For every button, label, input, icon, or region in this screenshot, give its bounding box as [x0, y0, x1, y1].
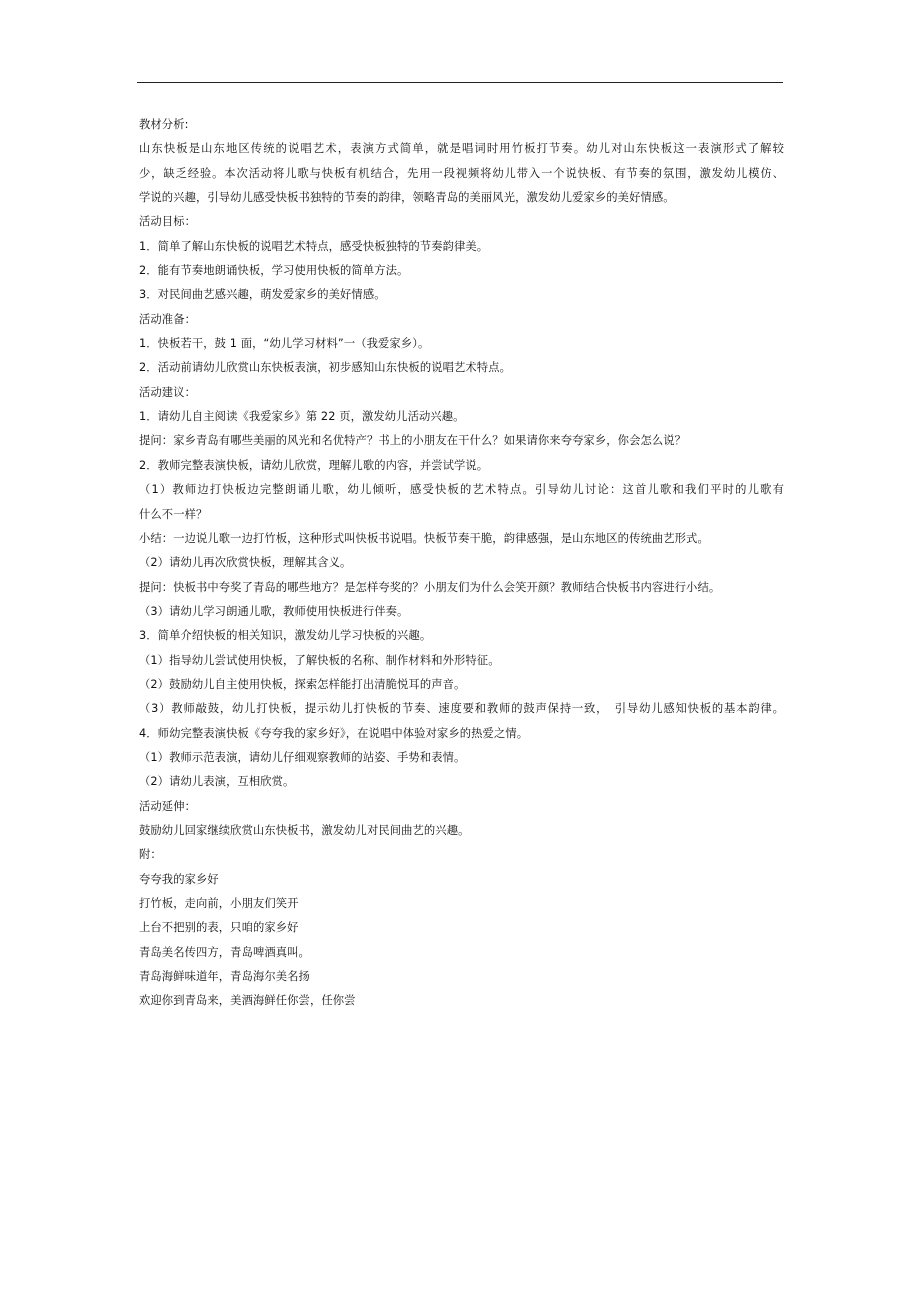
text-line: 活动延伸：	[139, 799, 196, 813]
text-line: 上台不把别的表，只咱的家乡好	[139, 921, 299, 935]
text-line: （2）请幼儿再次欣赏快板，理解其含义。	[139, 556, 352, 570]
document-body	[139, 113, 784, 1014]
text-line: 什么不一样？	[139, 507, 208, 521]
text-line: 4．师幼完整表演快板《夸夸我的家乡好》，在说唱中体验对家乡的热爱之情。	[139, 726, 529, 740]
text-line: 附：	[139, 848, 162, 862]
text-line: 鼓励幼儿回家继续欣赏山东快板书，激发幼儿对民间曲艺的兴趣。	[139, 823, 470, 837]
text-line: 1．简单了解山东快板的说唱艺术特点，感受快板独特的节奏韵律美。	[139, 239, 489, 253]
text-line: （3）请幼儿学习朗通儿歌，教师使用快板进行伴奏。	[139, 604, 409, 618]
text-line: 活动目标：	[139, 215, 196, 229]
text-line: （1）教师边打快板边完整朗诵儿歌，幼儿倾听，感受快板的艺术特点。引导幼儿讨论：这首儿歌和我们平时的儿歌有	[139, 483, 784, 497]
text-line: （1）指导幼儿尝试使用快板，了解快板的名称、制作材料和外形特征。	[139, 653, 500, 667]
text-line: 欢迎你到青岛来，美酒海鲜任你尝，任你尝	[139, 994, 356, 1008]
text-line: 2．教师完整表演快板，请幼儿欣赏，理解儿歌的内容，并尝试学说。	[139, 458, 489, 472]
text-line: 打竹板，走向前，小朋友们笑开	[139, 897, 299, 910]
text-line: 提问：快板书中夸奖了青岛的哪些地方？是怎样夸奖的？小朋友们为什么会笑开颜？教师结合快板书内容进行小结。	[139, 580, 721, 594]
text-line: 少，缺乏经验。本次活动将儿歌与快板有机结合，先用一段视频将幼儿带入一个说快板、有节奏的氛围，激发幼儿模仿、	[139, 166, 784, 180]
text-line: 活动建议：	[139, 385, 196, 399]
text-line: 提问：家乡青岛有哪些美丽的风光和名优特产？书上的小朋友在干什么？如果请你来夸夸家乡，你会怎么说？	[139, 434, 687, 448]
text-line: （3）教师敲鼓，幼儿打快板，提示幼儿打快板的节奏、速度要和教师的鼓声保持一致， 引导幼儿感知快板的基本韵律。	[139, 702, 784, 716]
text-line: （2）请幼儿表演，互相欣赏。	[139, 775, 295, 789]
text-line: 2．能有节奏地朗诵快板，学习使用快板的简单方法。	[139, 264, 409, 278]
header-rule	[137, 82, 783, 83]
text-line: 1．快板若干，鼓 1 面，“幼儿学习材料”一（我爱家乡）。	[139, 337, 430, 351]
text-line: 山东快板是山东地区传统的说唱艺术，表演方式简单，就是唱词时用竹板打节奏。幼儿对山东快板这一表演形式了解较	[139, 142, 784, 156]
text-line: 青岛海鲜味道年，青岛海尔美名扬	[139, 970, 310, 984]
text-line: 青岛美名传四方，青岛啤酒真叫。	[139, 945, 310, 959]
text-line: 3．对民间曲艺感兴趣，萌发爱家乡的美好情感。	[139, 288, 386, 302]
text-line: 夸夸我的家乡好	[139, 872, 219, 886]
text-line: 活动准备：	[139, 312, 196, 326]
text-line: 学说的兴趣，引导幼儿感受快板书独特的节奏的韵律，领略青岛的美丽风光，激发幼儿爱家乡的美好情感。	[139, 191, 675, 205]
text-line: （1）教师示范表演，请幼儿仔细观察教师的站姿、手势和表情。	[139, 750, 466, 764]
text-line: （2）鼓励幼儿自主使用快板，探索怎样能打出清脆悦耳的声音。	[139, 677, 466, 691]
text-line: 3．简单介绍快板的相关知识，激发幼儿学习快板的兴趣。	[139, 629, 432, 643]
text-line: 小结：一边说儿歌一边打竹板，这种形式叫快板书说唱。快板节奏干脆，韵律感强，是山东地区的传统曲艺形式。	[139, 531, 709, 545]
text-line: 2．活动前请幼儿欣赏山东快板表演，初步感知山东快板的说唱艺术特点。	[139, 361, 511, 375]
text-line: 1．请幼儿自主阅读《我爱家乡》第 22 页，激发幼儿活动兴趣。	[139, 410, 465, 424]
text-line: 教材分析:	[139, 118, 189, 131]
